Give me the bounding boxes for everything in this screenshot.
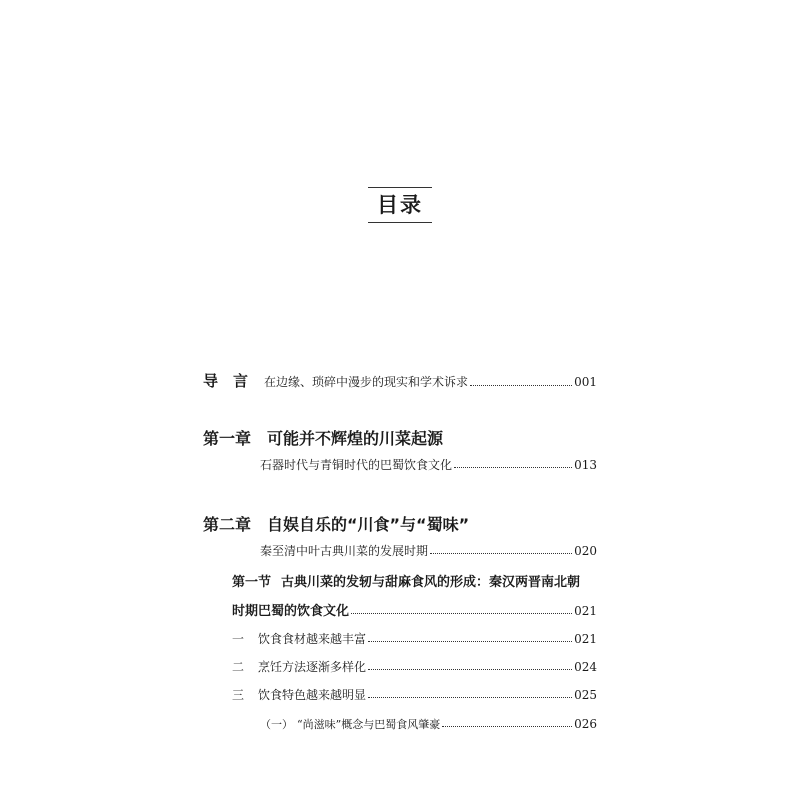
page-number: 020 bbox=[574, 544, 597, 558]
toc-item-3[interactable] bbox=[232, 686, 597, 703]
leader-dots bbox=[351, 612, 572, 614]
leader-dots bbox=[454, 466, 572, 468]
leader-dots bbox=[368, 640, 572, 642]
toc-title-block bbox=[368, 187, 432, 227]
chapter-title: 自娱自乐的“川食”与“蜀味” bbox=[267, 515, 470, 534]
toc-entry-intro[interactable] bbox=[203, 370, 597, 391]
item-text: 饮食特色越来越明显 bbox=[258, 688, 367, 702]
page-number: 024 bbox=[574, 660, 597, 674]
entry-text: 石器时代与青铜时代的巴蜀饮食文化 bbox=[260, 458, 453, 472]
toc-item-2[interactable] bbox=[232, 658, 597, 675]
intro-text: 在边缘、琐碎中漫步的现实和学术诉求 bbox=[264, 375, 469, 389]
section-title-line2: 时期巴蜀的饮食文化 bbox=[232, 604, 350, 619]
title-bottom-rule bbox=[368, 222, 432, 223]
intro-label: 导 言 bbox=[203, 372, 249, 390]
page-number: 026 bbox=[574, 717, 597, 731]
page-number: 021 bbox=[574, 604, 597, 618]
toc-entry-chapter-1-sub[interactable] bbox=[260, 456, 597, 473]
item-text: 饮食食材越来越丰富 bbox=[258, 632, 367, 646]
leader-dots bbox=[470, 384, 572, 386]
item-number: 一 bbox=[232, 632, 245, 646]
page-number: 013 bbox=[574, 458, 597, 472]
chapter-title: 可能并不辉煌的川菜起源 bbox=[267, 429, 444, 448]
leader-dots bbox=[442, 725, 572, 727]
subitem-number: （一） bbox=[260, 718, 293, 731]
page-number: 021 bbox=[574, 632, 597, 646]
entry-text: 秦至清中叶古典川菜的发展时期 bbox=[260, 544, 429, 558]
section-1-heading-cont[interactable] bbox=[232, 600, 597, 619]
toc-title: 目录 bbox=[377, 193, 423, 217]
section-1-heading[interactable] bbox=[232, 571, 580, 590]
leader-dots bbox=[368, 696, 572, 698]
section-title-line1: 古典川菜的发轫与甜麻食风的形成：秦汉两晋南北朝 bbox=[281, 575, 581, 590]
item-text: 烹饪方法逐渐多样化 bbox=[258, 660, 367, 674]
leader-dots bbox=[368, 668, 572, 670]
leader-dots bbox=[430, 552, 572, 554]
page-number: 001 bbox=[574, 375, 597, 389]
subitem-text: “尚滋味”概念与巴蜀食风肇豪 bbox=[297, 718, 441, 731]
chapter-number: 第一章 bbox=[203, 429, 252, 448]
page-number: 025 bbox=[574, 688, 597, 702]
toc-subitem-1[interactable] bbox=[260, 716, 597, 732]
section-number: 第一节 bbox=[232, 575, 272, 590]
chapter-2-heading[interactable] bbox=[203, 512, 469, 535]
toc-entry-chapter-2-sub[interactable] bbox=[260, 542, 597, 559]
chapter-number: 第二章 bbox=[203, 515, 252, 534]
chapter-1-heading[interactable] bbox=[203, 426, 443, 449]
item-number: 二 bbox=[232, 660, 245, 674]
item-number: 三 bbox=[232, 688, 245, 702]
toc-item-1[interactable] bbox=[232, 630, 597, 647]
